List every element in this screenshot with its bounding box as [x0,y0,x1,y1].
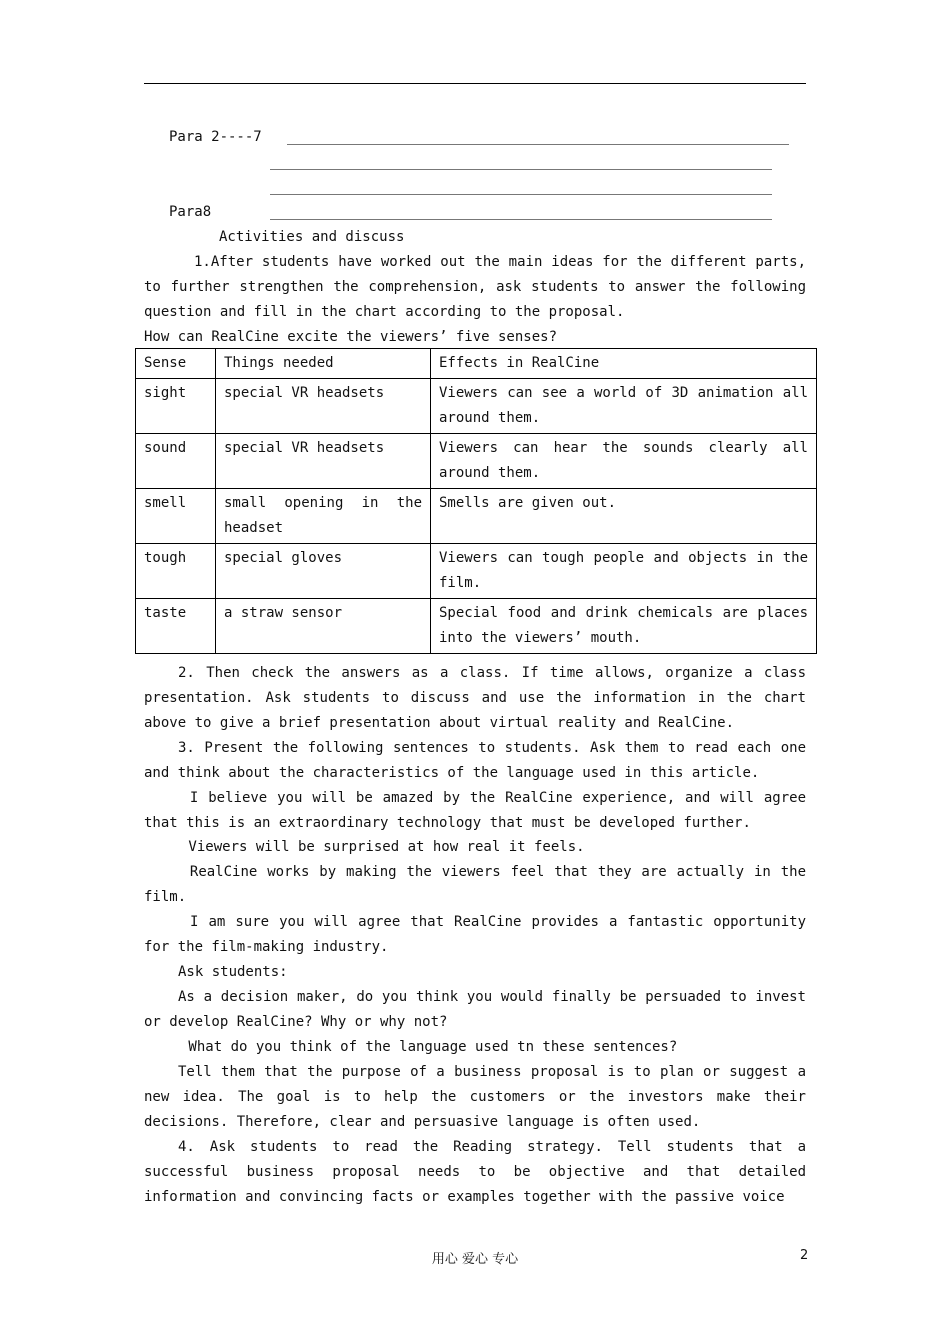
table-row [136,489,817,544]
example-sentence-1: I believe you will be amazed by the RealCine experience, and will agree that this is an extraordinary technology that must be developed further. [144,790,806,831]
para-8-label: Para8 [169,204,212,220]
footer-text: 用心 爱心 专心 [431,1252,519,1267]
table-header-cell: Effects in RealCine [431,349,817,379]
table-cell: small opening in the headset [216,489,431,544]
example-sentence-3: RealCine works by making the viewers feel that they are actually in the film. [144,864,806,905]
page-number: 2 [800,1248,809,1263]
table-row [136,379,817,434]
table-cell: taste [136,599,216,654]
table-cell: sight [136,379,216,434]
table-cell: sound [136,434,216,489]
paragraph-4: 4. Ask students to read the Reading strategy. Tell students that a successful business proposal needs to be objective and that detailed information and convincing facts or examples together with the passive voice [144,1139,806,1205]
answer-blank-4[interactable] [270,219,772,220]
header-rule [144,83,806,84]
para-2-7-label: Para 2----7 [169,129,262,145]
table-cell: Smells are given out. [431,489,817,544]
table-cell: special gloves [216,544,431,599]
section-title: Activities and discuss [219,229,405,245]
table-cell: Viewers can hear the sounds clearly all around them. [431,434,817,489]
answer-blank-1[interactable] [287,144,789,145]
question-language: What do you think of the language used tn these sentences? [180,1039,678,1055]
paragraph-3: 3. Present the following sentences to students. Ask them to read each one and think about the characteristics of the language used in this article. [144,740,806,781]
table-cell: Viewers can see a world of 3D animation all around them. [431,379,817,434]
table-header-cell: Sense [136,349,216,379]
paragraph-business-proposal: Tell them that the purpose of a business proposal is to plan or suggest a new idea. The goal is to help the customers or the investors make their decisions. Therefore, clear and persuasive language is often used. [144,1064,806,1130]
paragraph-2: 2. Then check the answers as a class. If time allows, organize a class presentation. Ask students to discuss and use the information in the chart above to give a brief presentation about virtual reality and RealCine. [144,665,806,731]
table-cell: special VR headsets [216,434,431,489]
table-cell: special VR headsets [216,379,431,434]
table-row [136,599,817,654]
answer-blank-3[interactable] [270,194,772,195]
ask-students-label: Ask students: [178,964,288,980]
table-row [136,544,817,599]
answer-blank-2[interactable] [270,169,772,170]
question-decision-maker: As a decision maker, do you think you would finally be persuaded to invest or develop RealCine? Why or why not? [144,989,806,1030]
question: How can RealCine excite the viewers’ five senses? [144,329,558,345]
table-cell: a straw sensor [216,599,431,654]
table-cell: tough [136,544,216,599]
table-row [136,434,817,489]
example-sentence-2: Viewers will be surprised at how real it feels. [180,839,585,855]
table-cell: Viewers can tough people and objects in the film. [431,544,817,599]
table-header-cell: Things needed [216,349,431,379]
table-cell: Special food and drink chemicals are places into the viewers’ mouth. [431,599,817,654]
intro-paragraph: 1.After students have worked out the main ideas for the different parts, to further strengthen the comprehension, ask students to answer the following question and fill in the chart according to the proposal. [144,254,806,320]
senses-chart [135,348,817,654]
example-sentence-4: I am sure you will agree that RealCine provides a fantastic opportunity for the film-making industry. [144,914,806,955]
table-header-row [136,349,817,379]
table-cell: smell [136,489,216,544]
